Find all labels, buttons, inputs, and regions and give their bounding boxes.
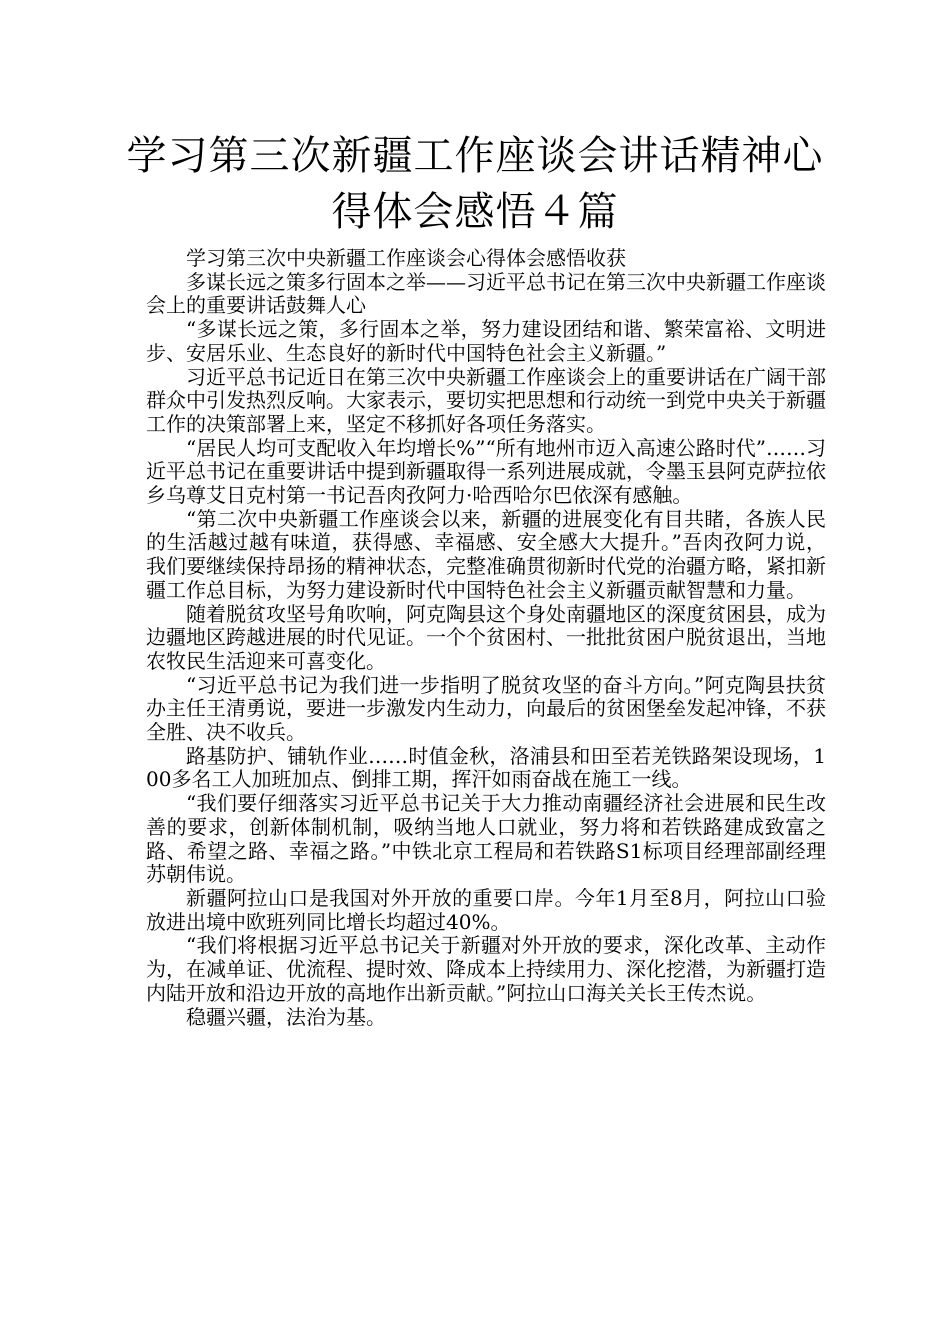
paragraph: “习近平总书记为我们进一步指明了脱贫攻坚的奋斗方向。”阿克陶县扶贫办主任王清勇说，要进一步激发内生动力，向最后的贫困堡垒发起冲锋，不获全胜、决不收兵。 [146, 672, 826, 745]
paragraph: “多谋长远之策，多行固本之举，努力建设团结和谐、繁荣富裕、文明进步、安居乐业、生态良好的新时代中国特色社会主义新疆。” [146, 317, 826, 365]
document-title [100, 128, 850, 240]
paragraph: “第二次中央新疆工作座谈会以来，新疆的进展变化有目共睹，各族人民的生活越过越有味道，获得感、幸福感、安全感大大提升。”吾肉孜阿力说，我们要继续保持昂扬的精神状态，完整准确贯彻新时代党的治疆方略，紧扣新疆工作总目标，为努力建设新时代中国特色社会主义新疆贡献智慧和力量。 [146, 506, 826, 602]
paragraph: 随着脱贫攻坚号角吹响，阿克陶县这个身处南疆地区的深度贫困县，成为边疆地区跨越进展的时代见证。一个个贫困村、一批批贫困户脱贫退出，当地农牧民生活迎来可喜变化。 [146, 601, 826, 673]
document-body [146, 247, 826, 1029]
paragraph: 稳疆兴疆，法治为基。 [186, 1004, 386, 1029]
paragraph-subtitle: 学习第三次中央新疆工作座谈会心得体会感悟收获 [186, 246, 626, 270]
paragraph: “居民人均可支配收入年均增长%”“所有地州市迈入高速公路时代”……习近平总书记在重要讲话中提到新疆取得一系列进展成就，令墨玉县阿克萨拉依乡乌尊艾日克村第一书记吾肉孜阿力·哈西哈尔巴依深有感触。 [146, 435, 826, 508]
title-line-2: 得体会感悟４篇 [331, 189, 619, 235]
title-line-1: 学习第三次新疆工作座谈会讲话精神心 [126, 133, 824, 179]
paragraph: “我们要仔细落实习近平总书记关于大力推动南疆经济社会进展和民生改善的要求，创新体制机制，吸纳当地人口就业，努力将和若铁路建成致富之路、希望之路、幸福之路。”中铁北京工程局和若铁路S1标项目经理部副经理苏朝伟说。 [146, 791, 826, 887]
paragraph: 路基防护、铺轨作业……时值金秋，洛浦县和田至若羌铁路架设现场，100多名工人加班加点、倒排工期，挥汗如雨奋战在施工一线。 [146, 743, 826, 792]
paragraph: 新疆阿拉山口是我国对外开放的重要口岸。今年1月至8月，阿拉山口验放进出境中欧班列同比增长均超过40%。 [146, 885, 826, 934]
paragraph: 习近平总书记近日在第三次中央新疆工作座谈会上的重要讲话在广阔干部群众中引发热烈反响。大家表示，要切实把思想和行动统一到党中央关于新疆工作的决策部署上来，坚定不移抓好各项任务落实。 [146, 364, 826, 436]
paragraph: 多谋长远之策多行固本之举——习近平总书记在第三次中央新疆工作座谈会上的重要讲话鼓舞人心 [146, 269, 826, 318]
paragraph: “我们将根据习近平总书记关于新疆对外开放的要求，深化改革、主动作为，在减单证、优流程、提时效、降成本上持续用力、深化挖潜，为新疆打造内陆开放和沿边开放的高地作出新贡献。”阿拉山口海关关长王传杰说。 [146, 933, 826, 1005]
